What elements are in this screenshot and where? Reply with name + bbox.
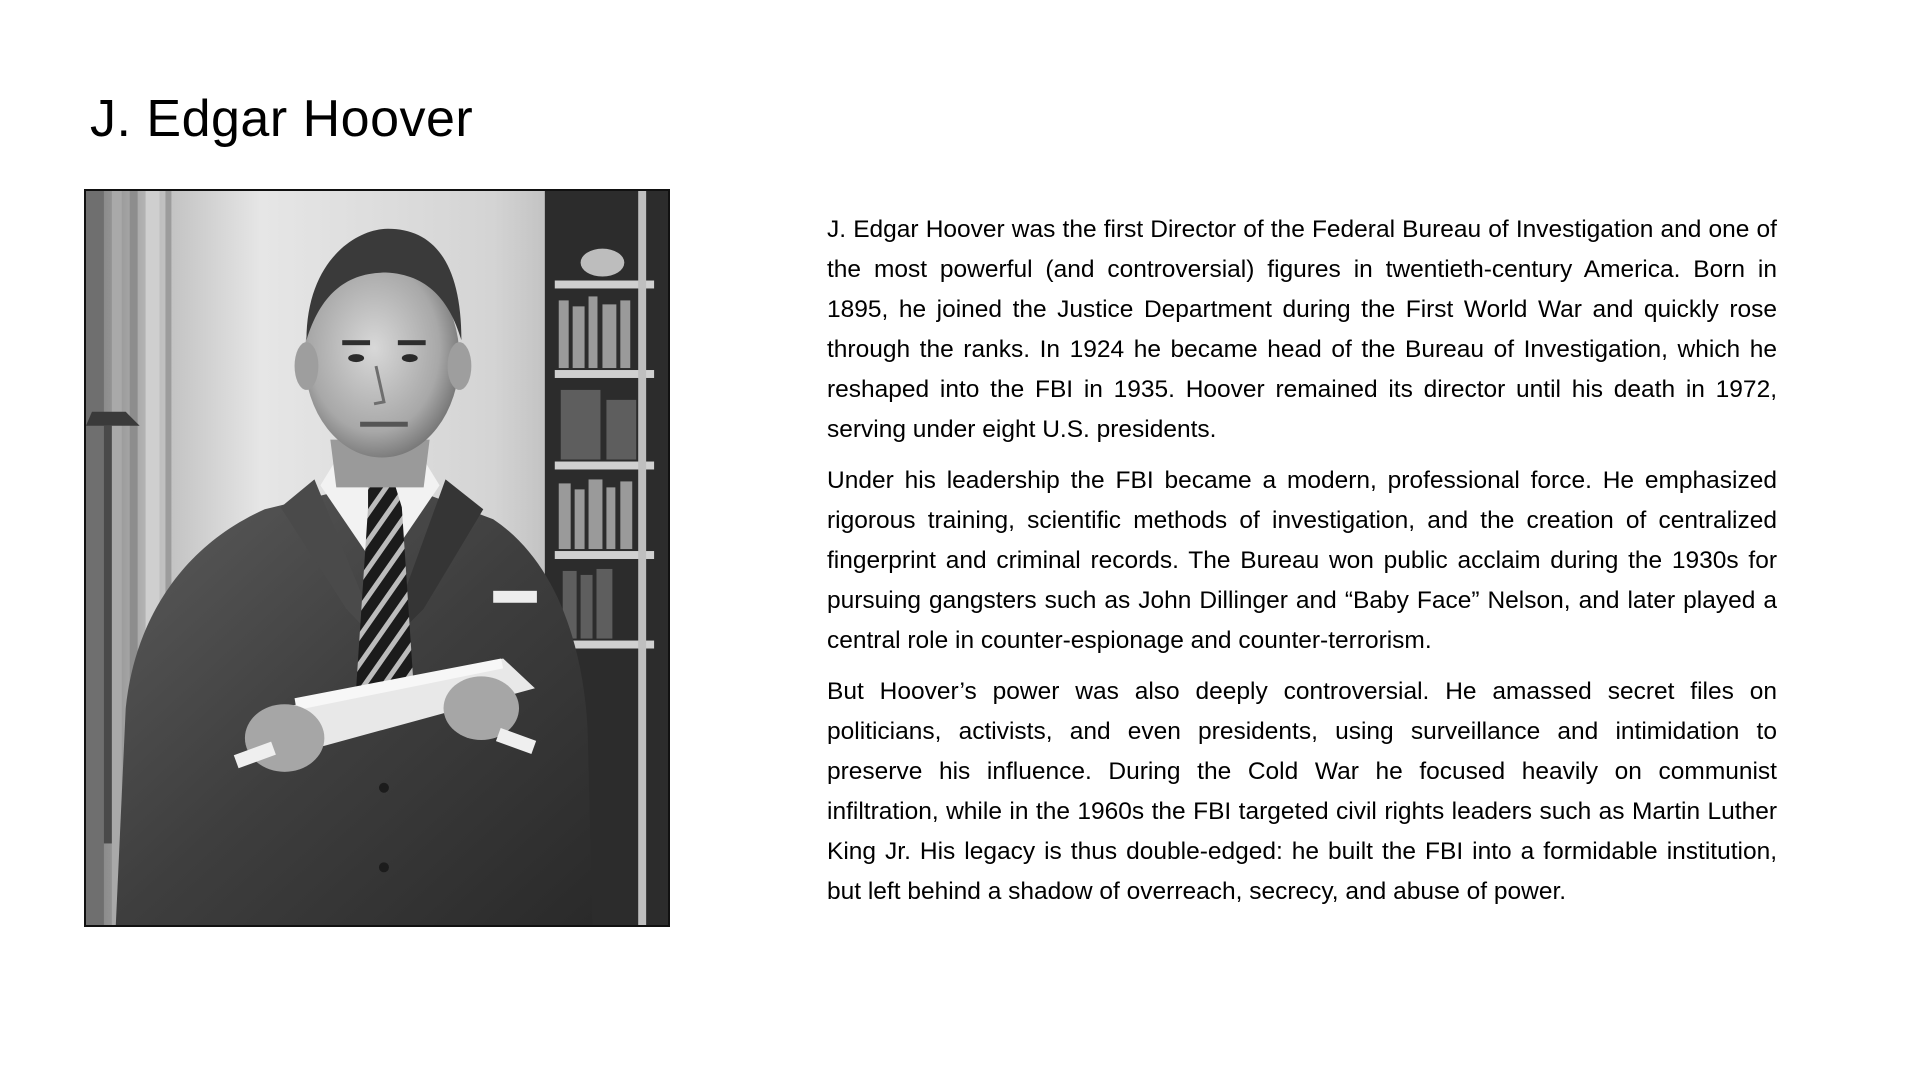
biography-paragraph-1: J. Edgar Hoover was the first Director of the Federal Bureau of Investigation and one of the most powerful (and controversial) figures in twentieth-century America. Born in 1895, he joined the Justice Department during the First World War and quickly rose through the ranks. In 1924 he became head of the Bureau of Investigation, which he reshaped into the FBI in 1935. Hoover remained its director until his death in 1972, serving under eight U.S. presidents. — [827, 216, 1777, 443]
slide-title: J. Edgar Hoover — [90, 90, 474, 148]
biography-paragraph-2: Under his leadership the FBI became a modern, professional force. He emphasized rigorous training, scientific methods of investigation, and the creation of centralized fingerprint and criminal records. The Bureau won public acclaim during the 1930s for pursuing gangsters such as John Dillinger and “Baby Face” Nelson, and later played a central role in counter-espionage and counter-terrorism. — [827, 467, 1777, 654]
biography-paragraph-3: But Hoover’s power was also deeply controversial. He amassed secret files on politicians, activists, and even presidents, using surveillance and intimidation to preserve his influence. During the Cold War he focused heavily on communist infiltration, while in the 1960s the FBI targeted civil rights leaders such as Martin Luther King Jr. His legacy is thus double-edged: he built the FBI into a formidable institution, but left behind a shadow of overreach, secrecy, and abuse of power. — [827, 678, 1777, 905]
portrait-photo — [84, 189, 670, 927]
biography-text — [827, 210, 1777, 923]
portrait-illustration — [86, 191, 668, 925]
